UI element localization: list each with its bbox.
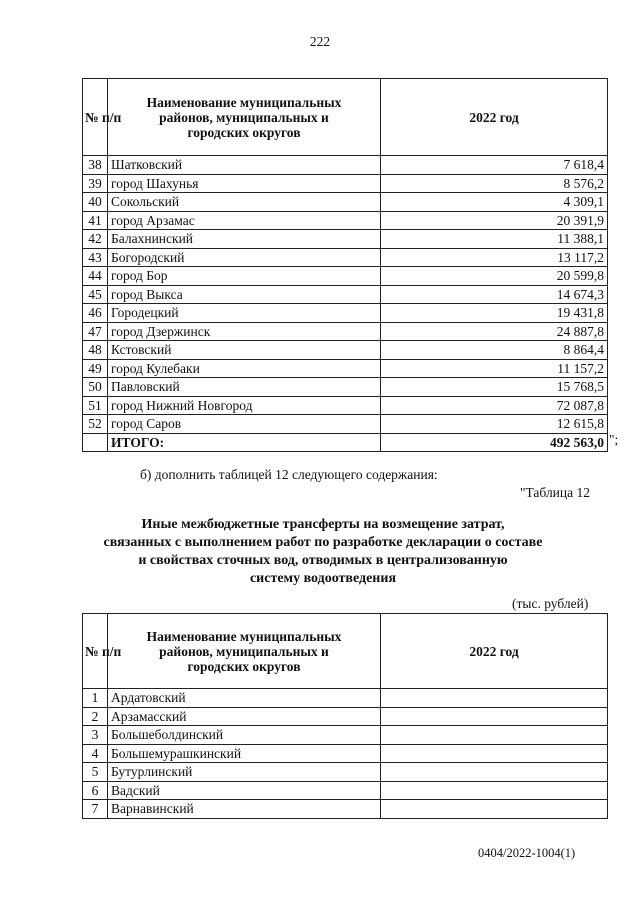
row-number: 48 — [83, 341, 108, 360]
row-number: 49 — [83, 359, 108, 378]
row-value: 11 157,2 — [381, 359, 608, 378]
row-number: 40 — [83, 193, 108, 212]
table-row — [83, 396, 608, 415]
row-name: Варнавинский — [108, 800, 381, 819]
title-line: связанных с выполнением работ по разработке декларации о составе — [103, 535, 543, 550]
row-value: 8 576,2 — [381, 174, 608, 193]
row-name: город Шахунья — [108, 174, 381, 193]
header-num: № п/п — [83, 79, 108, 156]
total-num — [83, 433, 108, 452]
footer-code: 0404/2022-1004(1) — [478, 846, 576, 860]
page-number: 222 — [309, 34, 331, 49]
table-row — [83, 689, 608, 708]
table-row — [83, 378, 608, 397]
instruction-text: б) дополнить таблицей 12 следующего содержания: — [140, 467, 438, 482]
row-value: 20 599,8 — [381, 267, 608, 286]
row-value — [381, 744, 608, 763]
row-number: 52 — [83, 415, 108, 434]
header-name: Наименование муниципальных районов, муниципальных и городских округов — [108, 614, 381, 689]
row-number: 51 — [83, 396, 108, 415]
row-number: 38 — [83, 156, 108, 175]
row-value: 72 087,8 — [381, 396, 608, 415]
row-name: Павловский — [108, 378, 381, 397]
row-number: 41 — [83, 211, 108, 230]
row-number: 1 — [83, 689, 108, 708]
title-line: систему водоотведения — [249, 571, 397, 586]
table-row — [83, 174, 608, 193]
table-row — [83, 800, 608, 819]
row-value — [381, 689, 608, 708]
row-number: 2 — [83, 707, 108, 726]
table-row — [83, 341, 608, 360]
row-number: 44 — [83, 267, 108, 286]
row-number: 4 — [83, 744, 108, 763]
row-number: 50 — [83, 378, 108, 397]
row-number: 5 — [83, 763, 108, 782]
table-row — [83, 230, 608, 249]
row-number: 46 — [83, 304, 108, 323]
row-name: Большеболдинский — [108, 726, 381, 745]
closing-quote: "; — [609, 432, 619, 447]
units-label: (тыс. рублей) — [512, 596, 589, 611]
header-name: Наименование муниципальных районов, муниципальных и городских округов — [108, 79, 381, 156]
row-value — [381, 763, 608, 782]
row-name: Кстовский — [108, 341, 381, 360]
row-number: 39 — [83, 174, 108, 193]
table-row — [83, 415, 608, 434]
table-row — [83, 211, 608, 230]
table-row — [83, 193, 608, 212]
row-name: город Кулебаки — [108, 359, 381, 378]
row-name: Арзамасский — [108, 707, 381, 726]
row-value: 8 864,4 — [381, 341, 608, 360]
table-row — [83, 156, 608, 175]
row-value: 7 618,4 — [381, 156, 608, 175]
row-name: город Выкса — [108, 285, 381, 304]
row-number: 42 — [83, 230, 108, 249]
row-value: 15 768,5 — [381, 378, 608, 397]
title-line: и свойствах сточных вод, отводимых в централизованную — [138, 553, 508, 568]
table-row — [83, 304, 608, 323]
table-row — [83, 726, 608, 745]
total-row — [83, 433, 608, 452]
row-name: Ардатовский — [108, 689, 381, 708]
row-value — [381, 781, 608, 800]
header-year: 2022 год — [381, 614, 608, 689]
row-value: 11 388,1 — [381, 230, 608, 249]
header-year: 2022 год — [381, 79, 608, 156]
table-title — [60, 516, 586, 588]
row-name: Балахнинский — [108, 230, 381, 249]
table-row — [83, 322, 608, 341]
row-name: город Саров — [108, 415, 381, 434]
row-name: город Нижний Новгород — [108, 396, 381, 415]
row-name: Большемурашкинский — [108, 744, 381, 763]
row-value: 24 887,8 — [381, 322, 608, 341]
row-number: 43 — [83, 248, 108, 267]
row-name: Городецкий — [108, 304, 381, 323]
row-name: Шатковский — [108, 156, 381, 175]
table-label: "Таблица 12 — [520, 485, 590, 500]
row-name: город Дзержинск — [108, 322, 381, 341]
row-number: 7 — [83, 800, 108, 819]
row-value — [381, 707, 608, 726]
row-value: 14 674,3 — [381, 285, 608, 304]
total-value: 492 563,0 — [381, 433, 608, 452]
table-row — [83, 359, 608, 378]
table-1 — [82, 78, 608, 452]
table-row — [83, 744, 608, 763]
row-name: город Бор — [108, 267, 381, 286]
row-value: 4 309,1 — [381, 193, 608, 212]
row-value — [381, 800, 608, 819]
row-name: Бутурлинский — [108, 763, 381, 782]
row-value — [381, 726, 608, 745]
table-row — [83, 763, 608, 782]
row-number: 6 — [83, 781, 108, 800]
row-value: 13 117,2 — [381, 248, 608, 267]
row-name: Богородский — [108, 248, 381, 267]
header-num: № п/п — [83, 614, 108, 689]
row-number: 3 — [83, 726, 108, 745]
row-value: 12 615,8 — [381, 415, 608, 434]
table-row — [83, 707, 608, 726]
title-line: Иные межбюджетные трансферты на возмещение затрат, — [141, 517, 505, 532]
table-row — [83, 285, 608, 304]
row-value: 20 391,9 — [381, 211, 608, 230]
row-name: город Арзамас — [108, 211, 381, 230]
table-2 — [82, 613, 608, 819]
row-number: 45 — [83, 285, 108, 304]
row-name: Вадский — [108, 781, 381, 800]
table-row — [83, 267, 608, 286]
row-value: 19 431,8 — [381, 304, 608, 323]
table-row — [83, 781, 608, 800]
total-label: ИТОГО: — [108, 433, 381, 452]
row-number: 47 — [83, 322, 108, 341]
row-name: Сокольский — [108, 193, 381, 212]
table-row — [83, 248, 608, 267]
